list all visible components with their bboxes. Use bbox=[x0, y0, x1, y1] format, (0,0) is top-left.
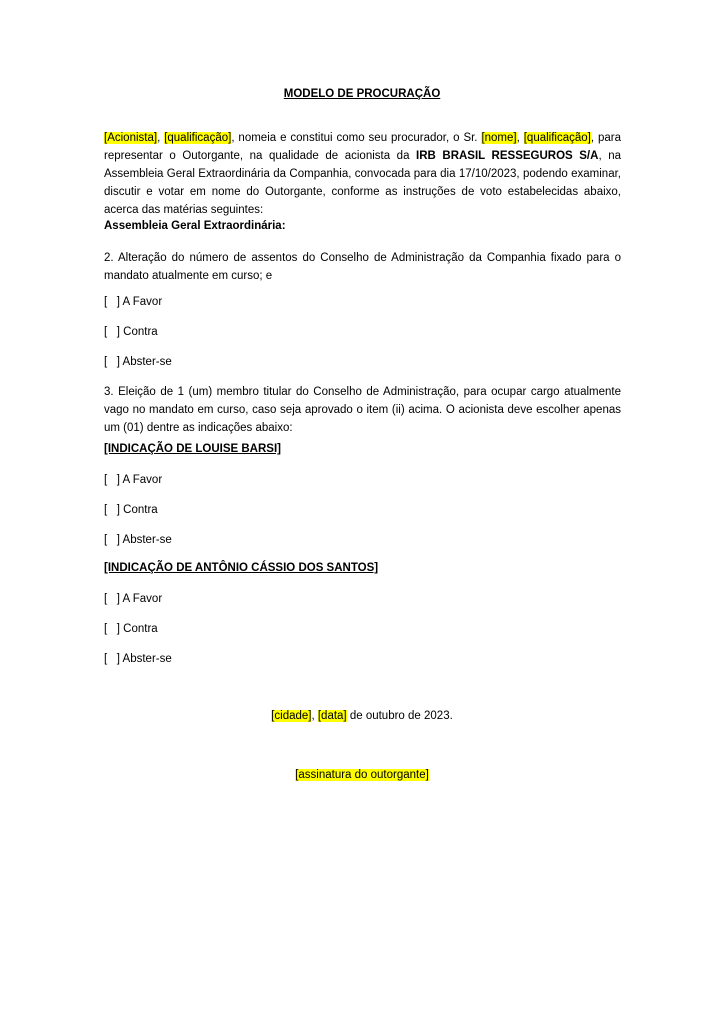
nome-placeholder: [nome] bbox=[481, 132, 517, 144]
cidade-placeholder: [cidade] bbox=[271, 710, 312, 722]
candidate-louise-barsi: [INDICAÇÃO DE LOUISE BARSI] bbox=[104, 443, 281, 455]
intro-sep-2: , bbox=[516, 132, 524, 144]
item2-option-favor: [ ] A Favor bbox=[104, 296, 163, 308]
qualificacao-placeholder-1: [qualificação] bbox=[164, 132, 232, 144]
data-placeholder: [data] bbox=[317, 710, 347, 722]
item2-option-abster: [ ] Abster-se bbox=[104, 356, 172, 368]
cand1-option-abster: [ ] Abster-se bbox=[104, 534, 172, 546]
signature-line bbox=[0, 769, 724, 781]
cand1-option-contra: [ ] Contra bbox=[104, 504, 158, 516]
section-title: Assembleia Geral Extraordinária: bbox=[104, 220, 286, 232]
agenda-item-2: 2. Alteração do número de assentos do Conselho de Administração da Companhia fixado para o mandato atualmente em curso; e bbox=[104, 252, 621, 282]
date-line bbox=[0, 710, 724, 722]
intro-paragraph bbox=[104, 129, 621, 219]
document-title: MODELO DE PROCURAÇÃO bbox=[283, 88, 441, 100]
date-rest: de outubro de 2023. bbox=[346, 710, 453, 722]
cand2-option-abster: [ ] Abster-se bbox=[104, 653, 172, 665]
agenda-item-3: 3. Eleição de 1 (um) membro titular do Conselho de Administração, para ocupar cargo atualmente vago no mandato em curso, caso seja aprovado o item (ii) acima. O acionista deve escolher apenas um (01) dentre as indicações abaixo: bbox=[104, 386, 621, 434]
intro-sep: , bbox=[157, 132, 165, 144]
date-sep: , bbox=[311, 710, 318, 722]
intro-text-3: , na Assembleia Geral Extraordinária da Companhia, convocada para dia 17/10/2023, podendo examinar, discutir e votar em nome do Outorgante, conforme as instruções de voto estabelecidas abaixo, acerca das matérias seguintes: bbox=[104, 150, 621, 216]
item2-option-contra: [ ] Contra bbox=[104, 326, 158, 338]
acionista-placeholder: [Acionista] bbox=[104, 132, 158, 144]
signature-placeholder: [assinatura do outorgante] bbox=[295, 769, 429, 781]
cand2-option-contra: [ ] Contra bbox=[104, 623, 158, 635]
cand2-option-favor: [ ] A Favor bbox=[104, 593, 163, 605]
cand1-option-favor: [ ] A Favor bbox=[104, 474, 163, 486]
intro-text-1: , nomeia e constitui como seu procurador, o Sr. bbox=[231, 132, 482, 144]
company-name: IRB BRASIL RESSEGUROS S/A bbox=[416, 150, 599, 162]
candidate-antonio-cassio: [INDICAÇÃO DE ANTÔNIO CÁSSIO DOS SANTOS] bbox=[104, 562, 379, 574]
intro-text-2: , para representar o Outorgante, na qualidade de acionista da bbox=[104, 132, 621, 162]
qualificacao-placeholder-2: [qualificação] bbox=[523, 132, 591, 144]
